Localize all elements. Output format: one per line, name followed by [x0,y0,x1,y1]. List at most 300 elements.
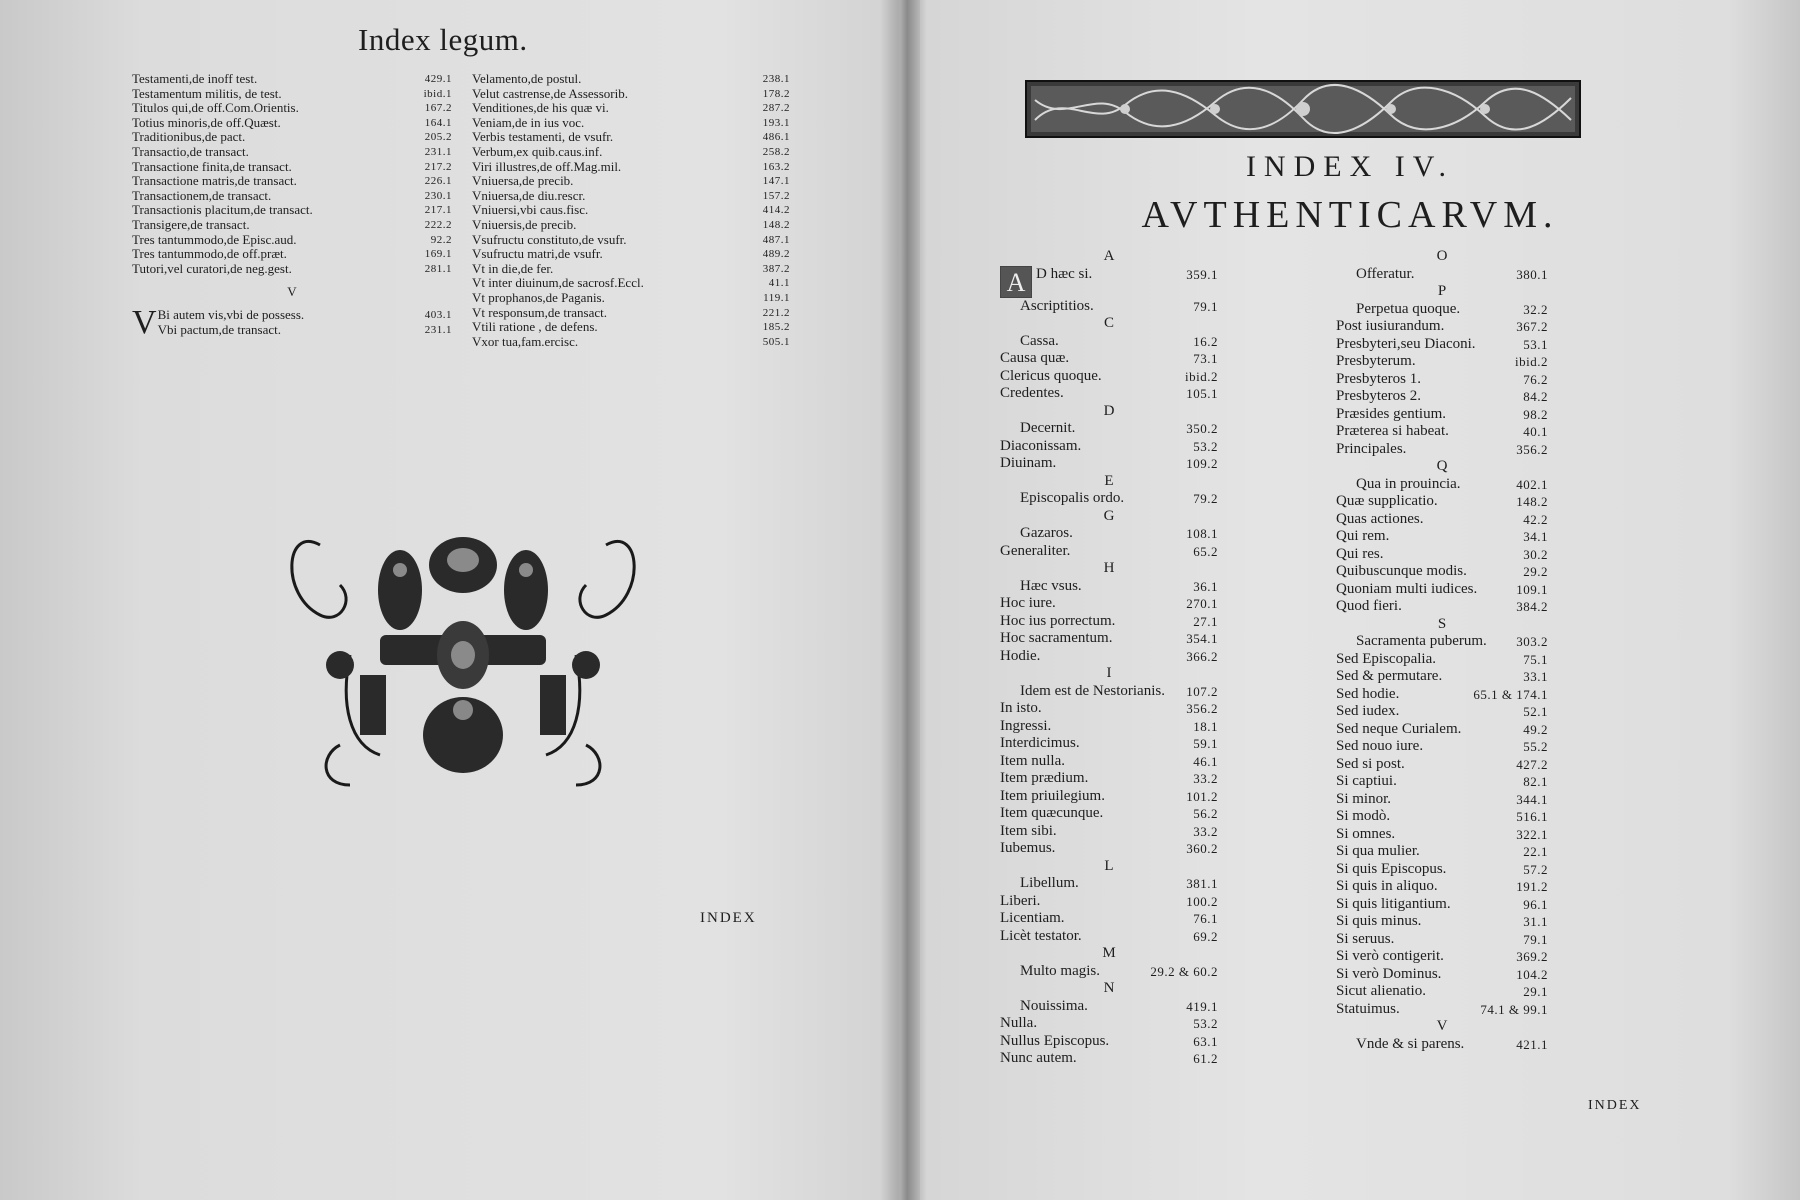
index-entry [1000,1050,1218,1068]
entry-text: Si quis Episcopus. [1336,860,1447,877]
entry-title [1336,528,1389,546]
index-entry [132,233,452,248]
ornament-illustration [280,505,646,795]
entry-title [1336,336,1476,354]
index-entry [132,145,452,160]
entry-page-ref: 22.1 [1523,844,1548,859]
entry-page-ref: 46.1 [1193,753,1218,769]
entry-page-ref: 27.1 [1193,613,1218,629]
entry-title [1000,368,1102,386]
entry-text: Tres tantummodo,de off.præt. [132,246,287,262]
entry-title [132,101,299,116]
entry-page-ref: 322.1 [1516,826,1548,842]
entry-text: Titulos qui,de off.Com.Orientis. [132,100,299,116]
index-entry [1000,266,1218,298]
index-column-left-a [132,71,452,341]
entry-text: Vtili ratione , de defens. [472,319,598,335]
entry-page-ref: 421.1 [1516,1036,1548,1052]
index-entry [472,116,790,131]
entry-text: Nullus Episcopus. [1000,1032,1110,1049]
entry-title [472,335,578,350]
entry-page-ref: 205.2 [424,131,452,144]
entry-page-ref: 354.1 [1186,631,1218,646]
entry-page-ref: 356.2 [1186,701,1218,716]
entry-page-ref: 270.1 [1186,596,1218,611]
entry-title [1336,668,1442,686]
entry-text: Si qua mulier. [1336,843,1420,859]
index-entry [472,72,790,87]
entry-title [1000,893,1040,911]
entry-text: Quas actiones. [1336,510,1424,527]
entry-text: Sed si post. [1336,755,1405,772]
entry-page-ref: 109.2 [1186,456,1218,471]
index-entry [1000,770,1218,788]
entry-page-ref: 79.1 [1523,931,1548,947]
entry-text: Tutori,vel curatori,de neg.gest. [132,260,292,276]
entry-title [472,262,553,277]
entry-title [1336,406,1446,424]
index-entry [1336,266,1548,284]
letter-heading: C [1103,315,1114,331]
index-column-right-b [1336,248,1548,1053]
entry-page-ref: 29.2 [1523,564,1548,579]
index-entry [1000,893,1218,911]
index-entry [158,323,452,338]
entry-page-ref: 29.2 & 60.2 [1150,963,1218,979]
index-entry [472,160,790,175]
index-column-left-b [472,72,790,349]
index-entry [1000,788,1218,806]
entry-text: Quod fieri. [1336,598,1402,614]
entry-text: Episcopalis ordo. [1020,490,1125,506]
letter-heading: A [1103,248,1115,264]
entry-title [472,145,602,160]
entry-text: Diuinam. [1000,455,1057,471]
entry-title [1000,1050,1077,1068]
entry-text: Traditionibus,de pact. [132,129,246,145]
entry-text: Hoc ius porrectum. [1000,612,1116,629]
entry-text: Vt prophanos,de Paganis. [472,289,605,305]
entry-text: Perpetua quoque. [1356,300,1461,317]
entry-title [1336,948,1444,966]
v-section [132,303,452,341]
index-entry [132,218,452,233]
letter-heading: N [1103,980,1115,996]
entry-page-ref: 516.1 [1516,809,1548,824]
index-entry [1000,420,1218,438]
entry-text: Vt inter diuinum,de sacrosf.Eccl. [472,275,644,291]
entry-text: Transactione finita,de transact. [132,158,292,174]
entry-text: Item prædium. [1000,770,1089,786]
entry-text: Principales. [1336,440,1407,457]
entry-text: Multo magis. [1020,962,1101,979]
entry-page-ref: 76.2 [1523,371,1548,387]
letter-heading: O [1436,248,1448,264]
entry-title [472,320,598,335]
entry-title [132,116,281,131]
entry-title [132,145,249,160]
entry-text: Libellum. [1020,875,1079,891]
entry-title [1000,735,1080,753]
entry-text: Qua in prouincia. [1356,475,1461,492]
index-entry [1336,966,1548,984]
letter-heading: E [1104,472,1114,489]
index-entry [132,160,452,175]
entry-page-ref: 226.1 [424,175,452,188]
entry-page-ref: 164.1 [424,116,452,129]
index-entry [1336,546,1548,564]
entry-page-ref: 387.2 [762,262,790,275]
entry-title [1000,350,1069,368]
entry-title [1000,648,1040,666]
entry-text: Vt responsum,de transact. [472,304,608,320]
entry-title [132,262,292,277]
entry-text: Transactionis placitum,de transact. [132,202,313,218]
entry-title [1336,773,1397,791]
entry-page-ref: 148.2 [1516,494,1548,509]
index-entry [1336,423,1548,441]
index-entry [132,174,452,189]
letter-heading: I [1106,665,1112,681]
entry-text: Transactio,de transact. [132,143,249,159]
catchword: INDEX [1588,1098,1642,1113]
entry-text: Testamentum militis, de test. [132,85,282,101]
entry-title [1336,546,1384,564]
entry-text: Si verò contigerit. [1336,948,1444,964]
entry-text: Si verò Dominus. [1336,965,1442,982]
right-page [900,0,1800,1200]
index-subheading: AVTHENTICARVM. [1141,194,1559,236]
entry-title [1336,651,1436,669]
entry-title [1336,791,1391,809]
entry-page-ref: 65.2 [1193,543,1218,559]
index-entry [1336,598,1548,616]
index-entry [472,247,790,262]
index-entry [1336,528,1548,546]
index-entry [1336,371,1548,389]
entry-title [1336,721,1461,739]
entry-page-ref: 217.1 [424,204,452,217]
index-entry [1336,581,1548,599]
page-title: Index legum. [358,22,528,57]
entry-text: Gazaros. [1020,525,1073,541]
entry-text: Verbum,ex quib.caus.inf. [472,143,603,159]
entry-title [1336,808,1390,826]
entry-title [158,323,281,338]
entry-title [1000,1015,1037,1033]
index-entry [1000,613,1218,631]
index-entry [132,189,452,204]
entry-text: Si quis minus. [1336,913,1422,929]
headpiece-ornament [1025,80,1581,138]
index-entry [1000,928,1218,946]
entry-text: Generaliter. [1000,542,1071,559]
entry-page-ref: 384.2 [1516,599,1548,614]
entry-text: Qui rem. [1336,528,1390,544]
entry-text: Licèt testator. [1000,927,1082,944]
entry-title [1336,1001,1400,1019]
index-entry [1336,563,1548,581]
letter-heading: V [1436,1018,1448,1034]
index-entry [472,262,790,277]
index-entry [1336,913,1548,931]
entry-page-ref: 287.2 [762,102,790,115]
entry-page-ref: 75.1 [1523,651,1548,667]
entry-title [1336,878,1438,896]
entry-text: Vnde & si parens. [1356,1035,1465,1052]
entry-title [1000,543,1070,561]
entry-page-ref: 53.1 [1523,336,1548,352]
entry-text: Post iusiurandum. [1336,318,1445,334]
entry-text: Statuimus. [1336,1000,1400,1017]
entry-text: Verbis testamenti, de vsufr. [472,129,614,145]
index-entry [1336,738,1548,756]
entry-title [1020,875,1079,893]
entry-page-ref: 369.2 [1516,949,1548,964]
index-entry [1000,455,1218,473]
entry-page-ref: 119.1 [763,291,790,304]
entry-text: Ascriptitios. [1020,297,1094,314]
entry-title [472,174,573,189]
entry-title [1336,388,1421,406]
index-entry [1336,441,1548,459]
entry-title [1356,301,1460,319]
entry-title [1000,928,1082,946]
index-entry [1336,948,1548,966]
letter-heading: H [1103,560,1115,576]
entry-page-ref: 98.2 [1523,406,1548,422]
letter-heading: V [287,284,297,300]
entry-title [1336,371,1421,389]
entry-text: Tres tantummodo,de Episc.aud. [132,231,297,247]
index-entry [1000,998,1218,1016]
entry-text: Præterea si habeat. [1336,423,1449,439]
letter-heading: G [1103,507,1115,524]
entry-title [132,247,287,262]
entry-title [1020,998,1088,1016]
entry-page-ref: 360.2 [1186,841,1218,856]
entry-text: Clericus quoque. [1000,367,1102,384]
index-entry [1336,651,1548,669]
entry-text: Si omnes. [1336,825,1396,842]
entry-title [1020,420,1075,438]
entry-page-ref: 178.2 [762,87,790,100]
entry-page-ref: 107.2 [1186,683,1218,699]
index-entry [472,276,790,291]
entry-text: Presbyteros 2. [1336,388,1421,404]
entry-text: Presbyteri,seu Diaconi. [1336,335,1476,352]
entry-page-ref: 104.2 [1516,966,1548,982]
entry-page-ref: 40.1 [1523,424,1548,439]
entry-title [132,130,245,145]
entry-page-ref: 61.2 [1193,1051,1218,1066]
entry-text: Venditiones,de his quæ vi. [472,100,609,116]
index-entry [1000,368,1218,386]
entry-title [1336,826,1395,844]
index-entry [472,87,790,102]
entry-title [1000,385,1064,403]
index-entry [472,203,790,218]
entry-text: Item nulla. [1000,752,1065,769]
index-entry [1000,840,1218,858]
index-entry [1000,1033,1218,1051]
index-entry [1336,686,1548,704]
entry-title [1356,1036,1464,1054]
entry-title [132,160,292,175]
entry-title [1000,718,1051,736]
entry-text: Vniuersa,de precib. [472,173,574,189]
entry-title [1336,441,1406,459]
entry-page-ref: 79.2 [1193,491,1218,506]
entry-page-ref: 147.1 [762,175,790,188]
decorated-initial: A [1000,266,1032,298]
entry-title [1020,333,1059,351]
entry-text: Si quis litigantium. [1336,895,1451,912]
entry-page-ref: 169.1 [424,248,452,261]
index-entry [1336,353,1548,371]
entry-title [1336,703,1399,721]
entry-page-ref: ibid.2 [1185,368,1218,384]
entry-text: Vsufructu constituto,de vsufr. [472,231,627,247]
entry-page-ref: 231.1 [424,145,452,158]
entry-title [472,72,581,87]
entry-page-ref: 419.1 [1186,998,1218,1014]
entry-text: Vniuersis,de precib. [472,216,577,232]
index-entry [1000,438,1218,456]
index-entry [1336,791,1548,809]
entry-text: Nouissima. [1020,997,1088,1014]
entry-page-ref: 381.1 [1186,876,1218,891]
entry-text: Decernit. [1020,420,1076,436]
letter-heading: Q [1436,458,1448,474]
entry-page-ref: 33.2 [1193,771,1218,786]
entry-title [1356,476,1461,494]
entry-page-ref: 303.2 [1516,634,1548,649]
index-entry [1000,595,1218,613]
index-entry [1336,878,1548,896]
entry-title [472,218,576,233]
entry-page-ref: 56.2 [1193,806,1218,821]
entry-title [472,87,628,102]
entry-title [1000,700,1042,718]
entry-text: Sed iudex. [1336,703,1400,719]
entry-title [1000,266,1092,298]
entry-page-ref: 414.2 [762,204,790,217]
entry-page-ref: 148.2 [762,218,790,231]
entry-text: Transigere,de transact. [132,216,250,232]
entry-text: Nulla. [1000,1015,1038,1031]
entry-text: Causa quæ. [1000,350,1070,366]
entry-text: Liberi. [1000,892,1041,909]
entry-page-ref: 73.1 [1193,351,1218,366]
entry-title [472,189,585,204]
entry-title [1336,738,1423,756]
entry-page-ref: 167.2 [424,102,452,115]
entry-page-ref: 18.1 [1193,718,1218,734]
index-entry [1336,756,1548,774]
index-entry [132,247,452,262]
index-entry [1000,333,1218,351]
entry-title [1336,756,1405,774]
letter-heading: M [1102,945,1116,961]
entry-page-ref: 222.2 [424,218,452,231]
index-entry [1336,1036,1548,1054]
entry-title [472,306,607,321]
entry-title [1336,353,1416,371]
entry-page-ref: 101.2 [1186,788,1218,804]
index-entry [1000,875,1218,893]
entry-title [132,233,297,248]
entry-title [1020,963,1100,981]
entry-page-ref: 49.2 [1523,721,1548,737]
entry-title [132,72,257,87]
index-entry [1000,910,1218,928]
entry-page-ref: 31.1 [1523,914,1548,929]
index-entry [472,291,790,306]
index-entry [1336,301,1548,319]
drop-initial: V [132,303,157,341]
entry-title [1336,983,1426,1001]
index-entry [1000,298,1218,316]
entry-title [1336,598,1402,616]
entry-page-ref: 55.2 [1523,739,1548,754]
entry-page-ref: 65.1 & 174.1 [1473,686,1548,702]
entry-text: Sed neque Curialem. [1336,720,1462,737]
entry-page-ref: 403.1 [424,308,452,321]
index-entry [1336,1001,1548,1019]
entry-page-ref: 350.2 [1186,421,1218,436]
entry-text: Vbi pactum,de transact. [157,321,282,337]
entry-page-ref: 59.1 [1193,736,1218,751]
index-entry [132,130,452,145]
entry-text: Hoc iure. [1000,595,1056,611]
entry-title [132,218,250,233]
index-entry [1336,668,1548,686]
entry-title [1000,438,1081,456]
entry-page-ref: 163.2 [762,160,790,173]
entry-page-ref: 82.1 [1523,774,1548,789]
entry-text: Credentes. [1000,385,1064,401]
entry-text: Testamenti,de inoff test. [132,71,258,86]
entry-page-ref: 63.1 [1193,1033,1218,1049]
entry-text: Vt in die,de fer. [472,260,554,276]
entry-text: Sicut alienatio. [1336,983,1426,999]
entry-title [472,101,609,116]
entry-title [1020,298,1094,316]
index-entry [472,233,790,248]
index-entry [1000,805,1218,823]
entry-title [1000,753,1065,771]
entry-text: Viri illustres,de off.Mag.mil. [472,158,622,174]
entry-page-ref: 53.2 [1193,438,1218,454]
letter-heading: D [1103,402,1115,419]
entry-title [1336,966,1441,984]
entry-text: Quoniam multi iudices. [1336,580,1478,597]
entry-page-ref: 84.2 [1523,389,1548,404]
entry-title [1000,840,1055,858]
entry-page-ref: 52.1 [1523,704,1548,719]
index-entry [1000,543,1218,561]
entry-title [1336,843,1420,861]
index-entry [1000,735,1218,753]
entry-page-ref: ibid.2 [1515,354,1548,369]
entry-text: Vxor tua,fam.ercisc. [472,333,579,349]
index-entry [1336,318,1548,336]
entry-text: Sed Episcopalia. [1336,650,1436,667]
index-entry [472,130,790,145]
letter-heading: P [1437,283,1447,299]
entry-page-ref: 217.2 [424,160,452,173]
